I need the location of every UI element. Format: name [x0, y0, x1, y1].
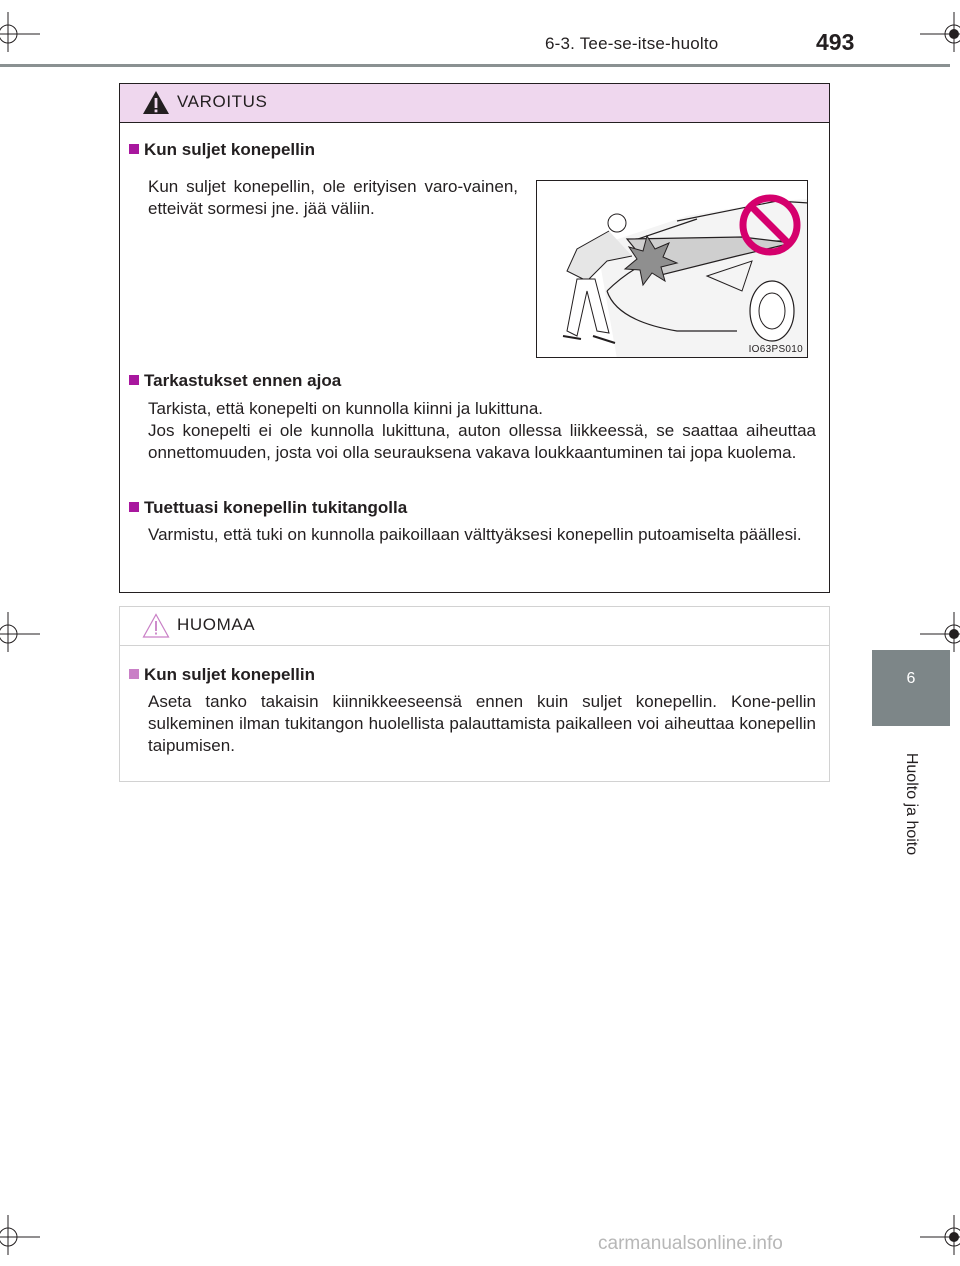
- crop-mark-mid-left: [0, 612, 40, 652]
- figure-code: IO63PS010: [748, 344, 803, 355]
- header-section-title: 6-3. Tee-se-itse-huolto: [545, 34, 719, 53]
- warning-section-2-text: Tarkista, että konepelti on kunnolla kiinni ja lukittuna. Jos konepelti ei ole kunnolla lukittuna, auton ollessa liikkeessä, se saattaa aiheuttaa onnettomuuden, josta voi olla seurauksena vakava loukkaantuminen tai jopa kuolema.: [148, 399, 816, 462]
- section-bullet: [129, 375, 139, 385]
- chapter-tab: [872, 650, 950, 726]
- section-bullet: [129, 144, 139, 154]
- page-number: 493: [816, 29, 855, 55]
- crop-mark-bottom-right: [920, 1215, 960, 1255]
- warning-section-2-title: Tarkastukset ennen ajoa: [129, 371, 341, 391]
- warning-section-3-title: Tuettuasi konepellin tukitangolla: [129, 498, 407, 518]
- notice-section-1-title: Kun suljet konepellin: [129, 665, 315, 685]
- warning-title: VAROITUS: [177, 92, 268, 111]
- chapter-number: 6: [906, 670, 916, 687]
- crop-mark-top-left: [0, 12, 40, 52]
- crop-mark-top-right: [920, 12, 960, 52]
- notice-title: HUOMAA: [177, 615, 256, 634]
- watermark: carmanualsonline.info: [598, 1233, 783, 1254]
- crop-mark-bottom-left: [0, 1215, 40, 1255]
- hood-closing-illustration: [536, 180, 808, 358]
- section-bullet: [129, 502, 139, 512]
- warning-section-1-text: Kun suljet konepellin, ole erityisen varo-vainen, etteivät sormesi jne. jää väliin.: [148, 177, 518, 218]
- warning-header: [120, 84, 829, 123]
- crop-mark-mid-right: [920, 612, 960, 652]
- notice-triangle-icon: [142, 613, 170, 643]
- notice-section-1-text: Aseta tanko takaisin kiinnikkeeseensä ennen kuin suljet konepellin. Kone-pellin sulkeminen ilman tukitangon huolellista palauttamista paikalleen voi aiheuttaa konepellin taipumisen.: [148, 692, 816, 755]
- notice-box: [119, 606, 830, 782]
- warning-box: [119, 83, 830, 593]
- warning-section-3-text: Varmistu, että tuki on kunnolla paikoillaan välttyäksesi konepellin putoamiselta päällesi.: [148, 525, 802, 544]
- chapter-title: Huolto ja hoito: [903, 752, 920, 856]
- warning-section-1-title: Kun suljet konepellin: [129, 140, 315, 160]
- section-bullet: [129, 669, 139, 679]
- header-rule: [0, 64, 950, 67]
- warning-triangle-icon: [142, 90, 170, 120]
- notice-header: [120, 607, 829, 646]
